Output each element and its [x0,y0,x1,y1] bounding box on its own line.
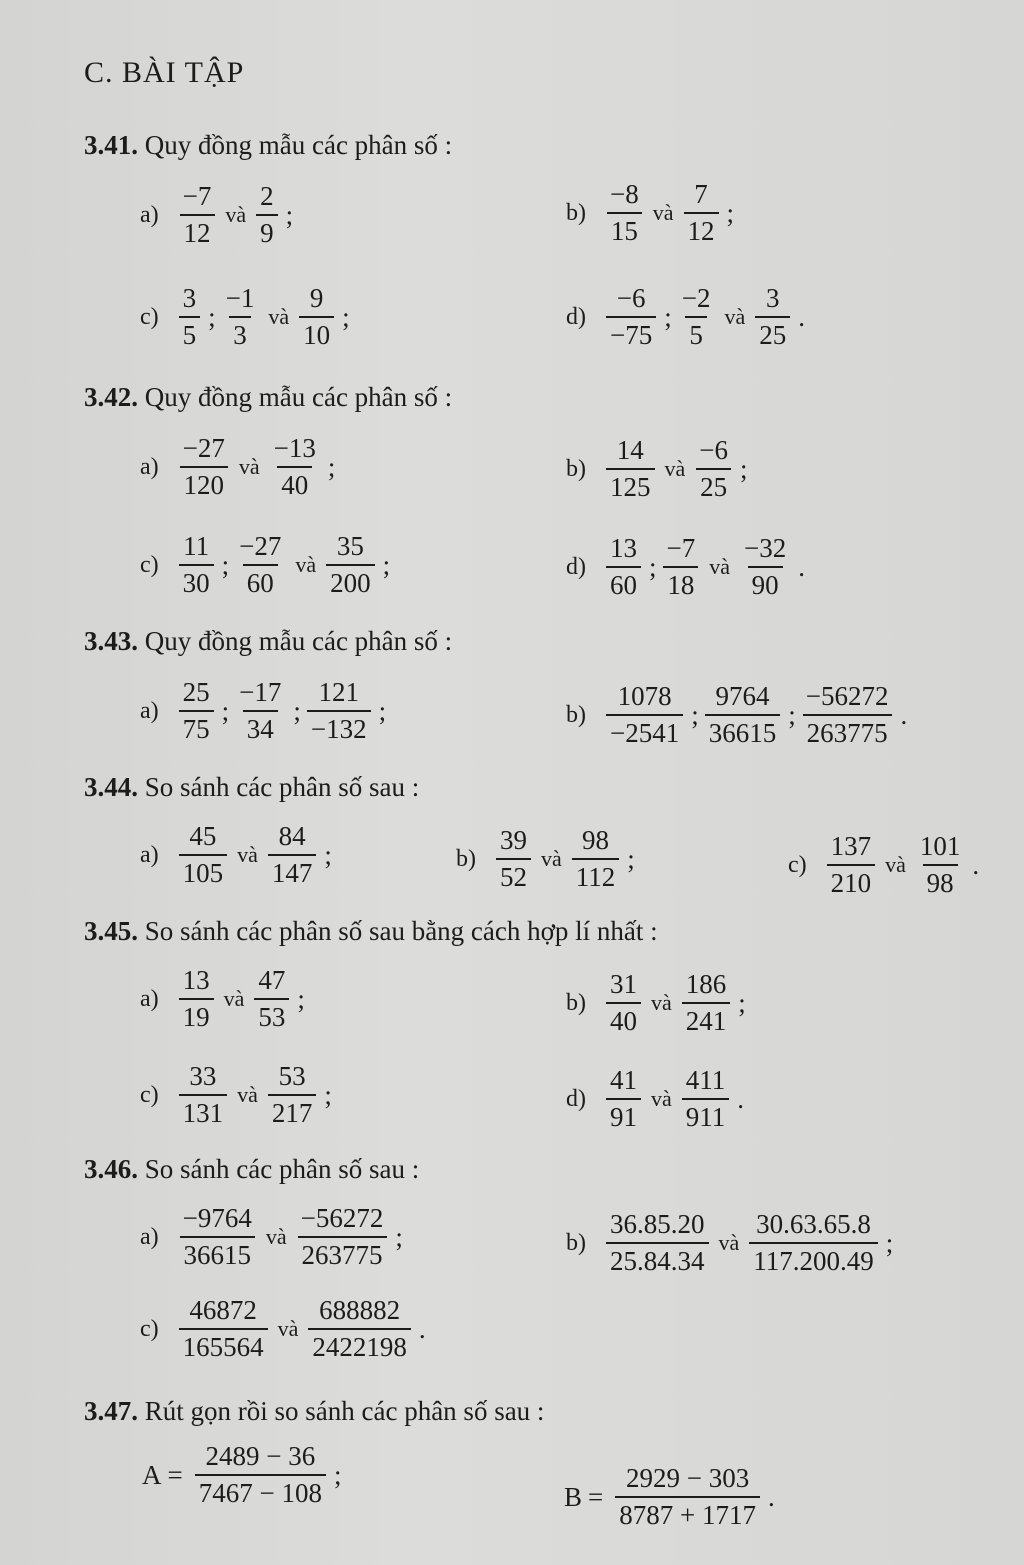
fraction: $\frac{9764}{36615}$ [705,682,781,748]
fraction: $\frac{36.85.20}{25.84.34}$ [606,1210,709,1276]
fraction: $\frac{411}{911}$ [682,1066,730,1132]
variable-name: B [564,1481,583,1512]
exercise-3-42-title [84,382,452,413]
exercise-3-44-a: a) $\frac{45}{105}$ và $\frac{84}{147}$ ; [140,821,332,888]
conjunction: và [223,986,245,1012]
exercise-number: 3.47. [84,1396,138,1426]
item-label: a) [140,201,159,228]
exercise-instruction: Quy đồng mẫu các phân số : [144,626,453,656]
fraction: $\frac{7}{12}$ [684,180,719,246]
item-label: a) [140,697,159,724]
expression-a: A = $\frac{2489 - 36}{7467 - 108}$ ; [142,1441,342,1508]
fraction: $\frac{137}{210}$ [827,832,876,898]
exercise-3-44-title [84,772,419,803]
exercise-3-46-c: c) $\frac{46872}{165564}$ và $\frac{688882}{2422198}$ . [140,1295,426,1362]
conjunction: và [652,200,674,226]
item-label: c) [140,303,159,330]
fraction: $\frac{2}{9}$ [256,182,278,248]
fraction: $\frac{30.63.65.8}{117.200.49}$ [749,1210,878,1276]
fraction: $\frac{14}{125}$ [606,436,655,502]
fraction: $\frac{-2}{5}$ [681,283,711,350]
fraction: $\frac{9}{10}$ [299,284,334,350]
exercise-3-45-a: a) $\frac{13}{19}$ và $\frac{47}{53}$ ; [140,965,305,1032]
item-label: b) [566,1229,586,1256]
conjunction: và [885,852,906,878]
exercise-3-42-a: a) $\frac{-27}{120}$ và $\frac{-13}{40}$ ; [140,433,336,500]
exercise-3-46-b: b) $\frac{36.85.20}{25.84.34}$ và $\frac{30.63.65.8}{117.200.49}$ ; [566,1209,894,1276]
exercise-3-41-d: d) $\frac{-6}{-75}$ ; $\frac{-2}{5}$ và $\frac{3}{25}$ . [566,283,805,350]
fraction: $\frac{-9764}{36615}$ [179,1204,256,1270]
fraction: $\frac{-27}{60}$ [239,531,282,598]
fraction: $\frac{-7}{12}$ [179,182,216,248]
fraction: $\frac{-17}{34}$ [239,677,282,744]
item-label: a) [140,453,159,480]
exercise-3-41-b: b) $\frac{-8}{15}$ và $\frac{7}{12}$ ; [566,179,735,246]
conjunction: và [651,1086,672,1112]
exercise-number: 3.45. [84,916,138,946]
expression-b: B = $\frac{2929 - 303}{8787 + 1717}$ . [564,1463,775,1530]
exercise-3-46-a: a) $\frac{-9764}{36615}$ và $\frac{-56272}{263775}$ ; [140,1203,403,1270]
item-label: c) [788,851,807,878]
fraction: $\frac{-8}{15}$ [606,180,643,246]
fraction: $\frac{186}{241}$ [682,970,731,1036]
exercise-instruction: So sánh các phân số sau bằng cách hợp lí nhất : [144,916,658,946]
fraction: $\frac{47}{53}$ [254,966,289,1032]
exercise-3-45-d: d) $\frac{41}{91}$ và $\frac{411}{911}$ . [566,1065,745,1132]
exercise-number: 3.43. [84,626,138,656]
exercise-3-42-d: d) $\frac{13}{60}$ ; $\frac{-7}{18}$ và $\frac{-32}{90}$ . [566,533,805,600]
exercise-3-45-c: c) $\frac{33}{131}$ và $\frac{53}{217}$ ; [140,1061,332,1128]
exercise-number: 3.44. [84,772,138,802]
fraction: $\frac{84}{147}$ [268,822,317,888]
fraction: $\frac{-6}{25}$ [695,436,732,502]
exercise-instruction: So sánh các phân số sau : [144,1154,420,1184]
exercise-instruction: Rút gọn rồi so sánh các phân số sau : [144,1396,545,1426]
conjunction: và [277,1316,299,1342]
exercise-3-42-b: b) $\frac{14}{125}$ và $\frac{-6}{25}$ ; [566,435,748,502]
conjunction: và [265,1224,287,1250]
fraction: $\frac{688882}{2422198}$ [308,1296,411,1362]
fraction: $\frac{-1}{3}$ [225,283,255,350]
fraction: $\frac{41}{91}$ [606,1066,641,1132]
fraction: $\frac{11}{30}$ [179,532,214,598]
fraction: $\frac{121}{-132}$ [307,678,371,744]
conjunction: và [237,1082,258,1108]
exercise-number: 3.46. [84,1154,138,1184]
exercise-instruction: So sánh các phân số sau : [144,772,420,802]
fraction: $\frac{101}{98}$ [919,831,961,898]
item-label: d) [566,303,586,330]
exercise-instruction: Quy đồng mẫu các phân số : [144,382,453,412]
variable-name: A [142,1459,162,1490]
item-label: d) [566,553,586,580]
fraction: $\frac{2489 - 36}{7467 - 108}$ [195,1442,326,1508]
exercise-3-45-b: b) $\frac{31}{40}$ và $\frac{186}{241}$ ; [566,969,746,1036]
exercise-number: 3.42. [84,382,138,412]
conjunction: và [295,552,317,578]
item-label: b) [456,845,476,872]
conjunction: và [724,304,746,330]
conjunction: và [225,202,247,228]
fraction: $\frac{35}{200}$ [326,532,375,598]
conjunction: và [718,1230,740,1256]
fraction: $\frac{-7}{18}$ [663,534,700,600]
item-label: c) [140,1315,159,1342]
fraction: $\frac{33}{131}$ [179,1062,228,1128]
conjunction: và [268,304,290,330]
fraction: $\frac{-56272}{263775}$ [297,1204,388,1270]
conjunction: và [237,842,258,868]
fraction: $\frac{-13}{40}$ [273,433,316,500]
exercise-instruction: Quy đồng mẫu các phân số : [144,130,453,160]
conjunction: và [541,846,562,872]
fraction: $\frac{1078}{-2541}$ [606,682,683,748]
item-label: d) [566,1085,586,1112]
exercise-3-43-b: b) $\frac{1078}{-2541}$ ; $\frac{9764}{36615}$ ; $\frac{-56272}{263775}$ . [566,681,908,748]
exercise-3-44-b: b) $\frac{39}{52}$ và $\frac{98}{112}$ ; [456,825,635,892]
conjunction: và [651,990,672,1016]
item-label: a) [140,985,159,1012]
fraction: $\frac{53}{217}$ [268,1062,317,1128]
conjunction: và [709,554,731,580]
fraction: $\frac{13}{19}$ [179,966,214,1032]
conjunction: và [664,456,686,482]
item-label: c) [140,551,159,578]
fraction: $\frac{2929 - 303}{8787 + 1717}$ [615,1464,760,1530]
item-label: a) [140,1223,159,1250]
item-label: b) [566,701,586,728]
fraction: $\frac{39}{52}$ [496,826,531,892]
item-label: c) [140,1081,159,1108]
exercise-3-46-title [84,1154,419,1185]
fraction: $\frac{25}{75}$ [179,678,214,744]
fraction: $\frac{98}{112}$ [572,826,620,892]
section-title: C. BÀI TẬP [84,56,245,89]
exercise-3-41-a: a) $\frac{-7}{12}$ và $\frac{2}{9}$ ; [140,181,294,248]
fraction: $\frac{13}{60}$ [606,534,641,600]
exercise-3-43-title [84,626,452,657]
fraction: $\frac{46872}{165564}$ [179,1296,268,1362]
fraction: $\frac{3}{5}$ [179,284,201,350]
conjunction: và [238,454,260,480]
fraction: $\frac{31}{40}$ [606,970,641,1036]
fraction: $\frac{-6}{-75}$ [606,284,656,350]
item-label: b) [566,989,586,1016]
exercise-3-42-c: c) $\frac{11}{30}$ ; $\frac{-27}{60}$ và $\frac{35}{200}$ ; [140,531,391,598]
fraction: $\frac{-32}{90}$ [744,533,787,600]
exercise-number: 3.41. [84,130,138,160]
item-label: b) [566,199,586,226]
exercise-3-47-title [84,1396,544,1427]
fraction: $\frac{45}{105}$ [179,822,228,888]
exercise-3-43-a: a) $\frac{25}{75}$ ; $\frac{-17}{34}$ ; $\frac{121}{-132}$ ; [140,677,387,744]
exercise-3-44-c: c) $\frac{137}{210}$ và $\frac{101}{98}$ . [788,831,980,898]
item-label: a) [140,841,159,868]
item-label: b) [566,455,586,482]
exercise-3-41-c: c) $\frac{3}{5}$ ; $\frac{-1}{3}$ và $\frac{9}{10}$ ; [140,283,350,350]
exercise-3-41-title [84,130,452,161]
fraction: $\frac{-27}{120}$ [179,434,229,500]
fraction: $\frac{3}{25}$ [755,284,790,350]
fraction: $\frac{-56272}{263775}$ [802,682,893,748]
exercise-3-45-title [84,916,658,947]
